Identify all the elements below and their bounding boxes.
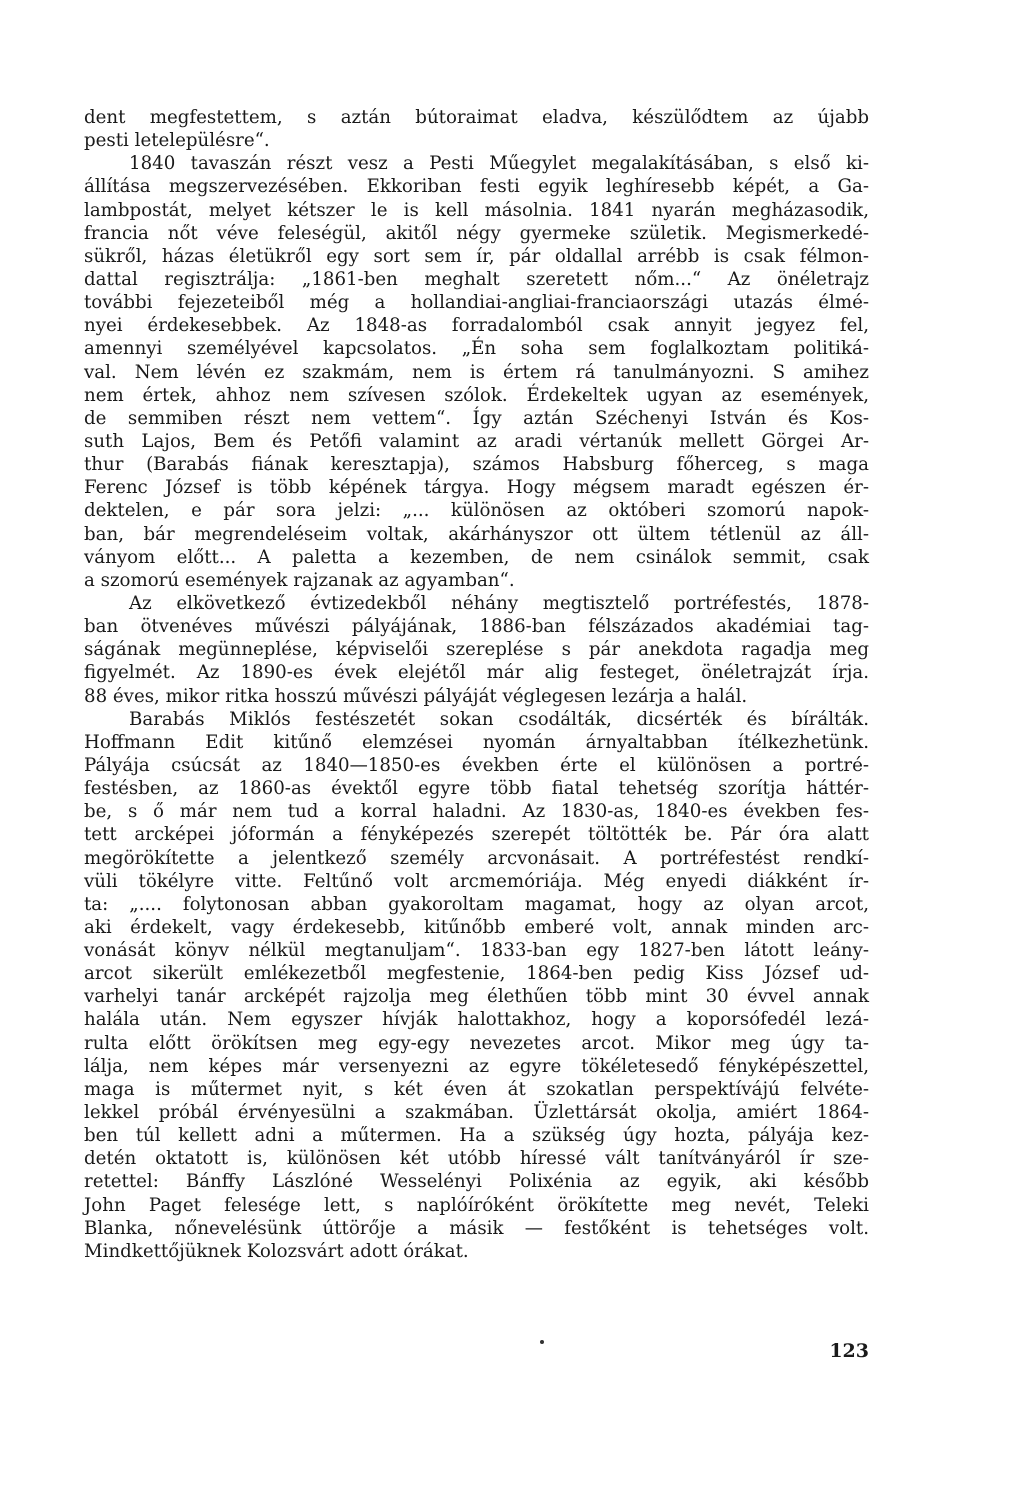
- text-line: sükről, házas életükről egy sort sem ír, pár oldallal arrébb is csak félmon-: [84, 245, 869, 267]
- text-line: Barabás Miklós festészetét sokan csodálták, dicsérték és bírálták.: [129, 708, 869, 730]
- text-line: nyei érdekesebbek. Az 1848-as forradalomból csak annyit jegyez fel,: [84, 315, 869, 337]
- text-line: Hoffmann Edit kitűnő elemzései nyomán árnyaltabban ítélkezhetünk.: [84, 731, 869, 753]
- text-line: vüli tökélyre vitte. Feltűnő volt arcmemóriája. Még enyedi diákként ír-: [84, 870, 869, 892]
- text-line: Az elkövetkező évtizedekből néhány megtisztelő portréfestés, 1878-: [129, 592, 869, 614]
- text-line: ságának megünneplése, képviselői szereplése s pár anekdota ragadja meg: [84, 639, 869, 661]
- text-line: 1840 tavaszán részt vesz a Pesti Műegylet megalakításában, s első ki-: [129, 153, 869, 175]
- text-line: tett arcképei jóformán a fényképezés szerepét töltötték be. Pár óra alatt: [84, 824, 869, 846]
- text-line: ványom előtt... A paletta a kezemben, de nem csinálok semmit, csak: [84, 546, 869, 568]
- text-line: be, s ő már nem tud a korral haladni. Az 1830-as, 1840-es években fes-: [84, 801, 869, 823]
- text-line: ban, bár megrendeléseim voltak, akárhányszor ott ültem tétlenül az áll-: [84, 523, 869, 545]
- text-line: thur (Barabás fiának keresztapja), számos Habsburg főherceg, s maga: [84, 454, 869, 476]
- text-line: megörökítette a jelentkező személy arcvonásait. A portréfestést rendkí-: [84, 847, 869, 869]
- text-line: pesti letelepülésre“.: [84, 130, 270, 152]
- text-line: maga is műtermet nyit, s két éven át szokatlan perspektívájú felvéte-: [84, 1078, 869, 1100]
- text-line: lálja, nem képes már versenyezni az egyre tökéletesedő fényképészettel,: [84, 1055, 869, 1077]
- print-dot-mark: [540, 1340, 544, 1344]
- text-line: Blanka, nőnevelésünk úttörője a másik — festőként is tehetséges volt.: [84, 1217, 869, 1239]
- text-line: francia nőt véve feleségül, akitől négy gyermeke születik. Megismerkedé-: [84, 222, 869, 244]
- text-line: ta: „.... folytonosan abban gyakoroltam magamat, hogy az olyan arcot,: [84, 893, 869, 915]
- page-number: 123: [829, 1340, 869, 1362]
- text-line: suth Lajos, Bem és Petőfi valamint az aradi vértanúk mellett Görgei Ar-: [84, 430, 869, 452]
- text-line: detén oktatott is, különösen két utóbb híressé vált tanítványáról ír sze-: [84, 1148, 869, 1170]
- text-line: rulta előtt örökítsen meg egy-egy nevezetes arcot. Mikor meg úgy ta-: [84, 1032, 869, 1054]
- text-line: festésben, az 1860-as évektől egyre több fiatal tehetség szorítja háttér-: [84, 778, 869, 800]
- text-line: dent megfestettem, s aztán bútoraimat eladva, készülődtem az újabb: [84, 107, 869, 128]
- text-line: de semmiben részt nem vettem“. Így aztán Széchenyi István és Kos-: [84, 407, 869, 429]
- text-line: amennyi személyével kapcsolatos. „Én soha sem foglalkoztam politiká-: [84, 338, 869, 360]
- text-line: ben túl kellett adni a műtermen. Ha a szükség úgy hozta, pályája kez-: [84, 1125, 869, 1147]
- text-line: Pályája csúcsát az 1840—1850-es években érte el különösen a portré-: [84, 754, 869, 776]
- text-line: figyelmét. Az 1890-es évek elejétől már alig festeget, önéletrajzát írja.: [84, 662, 869, 684]
- text-line: Mindkettőjüknek Kolozsvárt adott órákat.: [84, 1240, 469, 1262]
- text-line: retettel: Bánffy Lászlóné Wesselényi Polixénia az egyik, aki később: [84, 1171, 869, 1193]
- text-line: további fejezeteiből még a hollandiai-angliai-franciaországi utazás élmé-: [84, 292, 869, 314]
- text-line: a szomorú események rajzanak az agyamban“.: [84, 569, 515, 591]
- text-line: állítása megszervezésében. Ekkoriban festi egyik leghíresebb képét, a Ga-: [84, 176, 869, 198]
- text-line: nem értek, ahhoz nem szívesen szólok. Érdekeltek ugyan az események,: [84, 384, 869, 406]
- text-line: halála után. Nem egyszer hívják halottakhoz, hogy a koporsófedél lezá-: [84, 1009, 869, 1031]
- text-line: ban ötvenéves művészi pályájának, 1886-ban félszázados akadémiai tag-: [84, 616, 869, 638]
- text-line: John Paget felesége lett, s naplóíróként örökítette meg nevét, Teleki: [84, 1194, 869, 1216]
- text-line: dattal regisztrálja: „1861-ben meghalt szeretett nőm...“ Az önéletrajz: [84, 268, 869, 290]
- text-line: Ferenc József is több képének tárgya. Hogy mégsem maradt egészen ér-: [84, 477, 869, 499]
- text-line: varhelyi tanár arcképét rajzolja meg élethűen több mint 30 évvel annak: [84, 986, 869, 1008]
- text-line: val. Nem lévén ez szakmám, nem is értem rá tanulmányozni. S amihez: [84, 361, 869, 383]
- text-line: 88 éves, mikor ritka hosszú művészi pályáját véglegesen lezárja a halál.: [84, 685, 748, 707]
- text-line: arcot sikerült emlékezetből megfestenie, 1864-ben pedig Kiss József ud-: [84, 963, 869, 985]
- text-line: aki érdekelt, vagy érdekesebb, kitűnőbb emberé volt, annak minden arc-: [84, 916, 869, 938]
- text-line: vonását könyv nélkül megtanuljam“. 1833-ban egy 1827-ben látott leány-: [84, 940, 869, 962]
- body-text: [84, 106, 869, 1263]
- text-line: lekkel próbál érvényesülni a szakmában. Üzlettársát okolja, amiért 1864-: [84, 1102, 869, 1124]
- text-line: lambpostát, melyet kétszer le is kell másolnia. 1841 nyarán megházasodik,: [84, 199, 869, 221]
- text-line: dektelen, e pár sora jelzi: „... különösen az októberi szomorú napok-: [84, 500, 869, 522]
